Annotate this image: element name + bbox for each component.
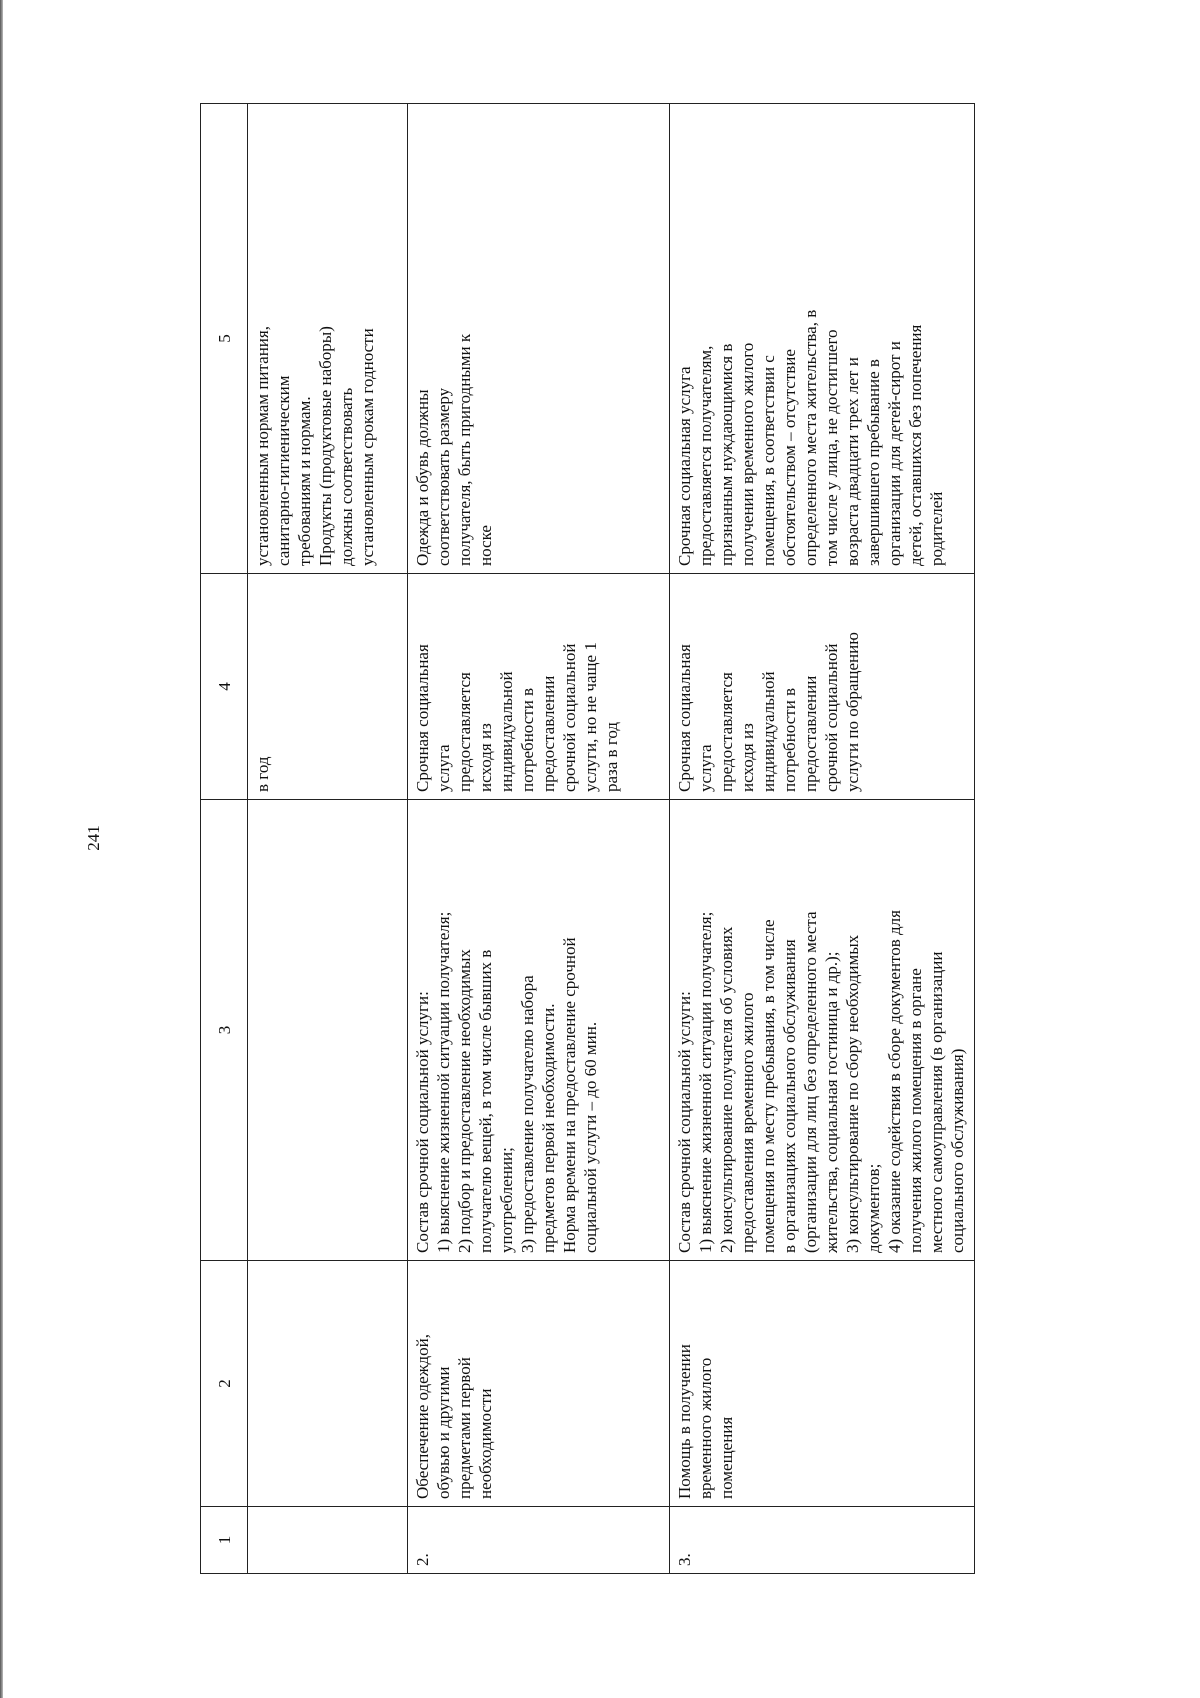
text-line: документов; xyxy=(864,1163,883,1253)
text-line: в организациях социального обслуживания xyxy=(780,939,799,1253)
text-line: Обеспечение одеждой, xyxy=(413,1334,432,1499)
service-period xyxy=(408,574,670,800)
text-line: установленным нормам питания, xyxy=(253,326,272,566)
text-line: носке xyxy=(476,525,495,566)
header-col-3: 3 xyxy=(201,800,248,1261)
text-line: получения жилого помещения в органе xyxy=(906,968,925,1253)
text-line: 3) консультирование по сбору необходимых xyxy=(843,934,862,1253)
text-line: Норма времени на предоставление срочной xyxy=(560,937,579,1253)
text-line: услуги по обращению xyxy=(843,632,862,792)
text-line: потребности в xyxy=(780,687,799,792)
text-line: Срочная социальная xyxy=(413,644,432,792)
text-line: Срочная социальная услуга xyxy=(675,366,694,566)
text-line: том числе у лица, не достигшего xyxy=(822,329,841,566)
text-line: социальной услуги – до 60 мин. xyxy=(581,1021,600,1253)
text-line: предметами первой xyxy=(455,1357,474,1499)
text-line: 1) выяснение жизненной ситуации получателя; xyxy=(434,911,453,1253)
text-line: услуга xyxy=(434,744,453,792)
header-col-2: 2 xyxy=(201,1261,248,1507)
text-line: 4) оказание содействия в сборе документов для xyxy=(885,910,904,1253)
text-line: установленным срокам годности xyxy=(358,328,377,566)
text-line: употреблении; xyxy=(497,1147,516,1253)
text-line: местного самоуправления (в организации xyxy=(927,951,946,1253)
text-line: возраста двадцати трех лет и xyxy=(843,357,862,566)
table-row xyxy=(670,104,975,1574)
text-line: индивидуальной xyxy=(759,671,778,792)
text-line: признанным нуждающимися в xyxy=(717,343,736,566)
text-line: предоставляется xyxy=(455,672,474,792)
header-col-5: 5 xyxy=(201,104,248,574)
service-period xyxy=(248,574,408,800)
text-line: обувью и другими xyxy=(434,1366,453,1499)
text-line: предоставляется xyxy=(717,672,736,792)
text-line: предоставляется получателям, xyxy=(696,345,715,566)
table-row xyxy=(248,104,408,1574)
text-line: 2) консультирование получателя об условиях xyxy=(717,926,736,1253)
header-row xyxy=(201,104,248,1574)
text-line: услуга xyxy=(696,744,715,792)
text-line: организации для детей-сирот и xyxy=(885,341,904,566)
text-line: помещения, в соответствии с xyxy=(759,355,778,566)
rotated-table-container xyxy=(200,104,975,1574)
service-standards xyxy=(248,104,408,574)
service-content xyxy=(248,800,408,1261)
page-number: 241 xyxy=(84,825,103,851)
service-name xyxy=(248,1261,408,1507)
service-content xyxy=(670,800,975,1261)
text-line: предоставлении xyxy=(539,675,558,792)
row-number xyxy=(248,1507,408,1574)
text-line: исходя из xyxy=(738,723,757,792)
text-line: раза в год xyxy=(602,721,621,792)
service-standards xyxy=(408,104,670,574)
text-line: 1) выяснение жизненной ситуации получателя; xyxy=(696,911,715,1253)
text-line: срочной социальной xyxy=(822,643,841,792)
text-line: необходимости xyxy=(476,1388,495,1499)
text-line: Одежда и обувь должны xyxy=(413,389,432,566)
text-line: помещения xyxy=(717,1416,736,1499)
table-row xyxy=(408,104,670,1574)
service-standards xyxy=(670,104,975,574)
text-line: Срочная социальная xyxy=(675,644,694,792)
row-number: 3. xyxy=(670,1507,975,1574)
text-line: получателя, быть пригодными к xyxy=(455,333,474,566)
text-line: предоставлении xyxy=(801,675,820,792)
text-line: временного жилого xyxy=(696,1357,715,1499)
text-line: Продукты (продуктовые наборы) xyxy=(316,326,335,566)
text-line: индивидуальной xyxy=(497,671,516,792)
header-col-4: 4 xyxy=(201,574,248,800)
text-line: предметов первой необходимости. xyxy=(539,1003,558,1253)
service-content xyxy=(408,800,670,1261)
text-line: услуги, но не чаще 1 xyxy=(581,642,600,792)
header-col-1: 1 xyxy=(201,1507,248,1574)
text-line: получении временного жилого xyxy=(738,342,757,566)
service-period xyxy=(670,574,975,800)
text-line: (организации для лиц без определенного места xyxy=(801,911,820,1253)
text-line: в год xyxy=(253,756,272,792)
service-name xyxy=(670,1261,975,1507)
text-line: исходя из xyxy=(476,723,495,792)
text-line: предоставления временного жилого xyxy=(738,992,757,1253)
text-line: обстоятельством – отсутствие xyxy=(780,349,799,566)
text-line: потребности в xyxy=(518,687,537,792)
text-line: срочной социальной xyxy=(560,643,579,792)
text-line: родителей xyxy=(927,491,946,566)
text-line: соответствовать размеру xyxy=(434,387,453,566)
text-line: детей, оставшихся без попечения xyxy=(906,324,925,566)
text-line: завершившего пребывание в xyxy=(864,359,883,566)
text-line: Помощь в получении xyxy=(675,1344,694,1499)
scan-edge xyxy=(0,0,3,1698)
text-line: Состав срочной социальной услуги: xyxy=(675,991,694,1253)
text-line: Состав срочной социальной услуги: xyxy=(413,991,432,1253)
row-number: 2. xyxy=(408,1507,670,1574)
text-line: социального обслуживания) xyxy=(948,1048,967,1253)
service-name xyxy=(408,1261,670,1507)
text-line: определенного места жительства, в xyxy=(801,309,820,566)
text-line: получателю вещей, в том числе бывших в xyxy=(476,949,495,1253)
services-table xyxy=(200,103,975,1574)
text-line: жительства, социальная гостиница и др.); xyxy=(822,951,841,1253)
text-line: 2) подбор и предоставление необходимых xyxy=(455,949,474,1253)
text-line: требованиям и нормам. xyxy=(295,396,314,566)
text-line: должны соответствовать xyxy=(337,387,356,566)
text-line: помещения по месту пребывания, в том числе xyxy=(759,919,778,1253)
text-line: санитарно-гигиеническим xyxy=(274,375,293,566)
text-line: 3) предоставление получателю набора xyxy=(518,975,537,1253)
